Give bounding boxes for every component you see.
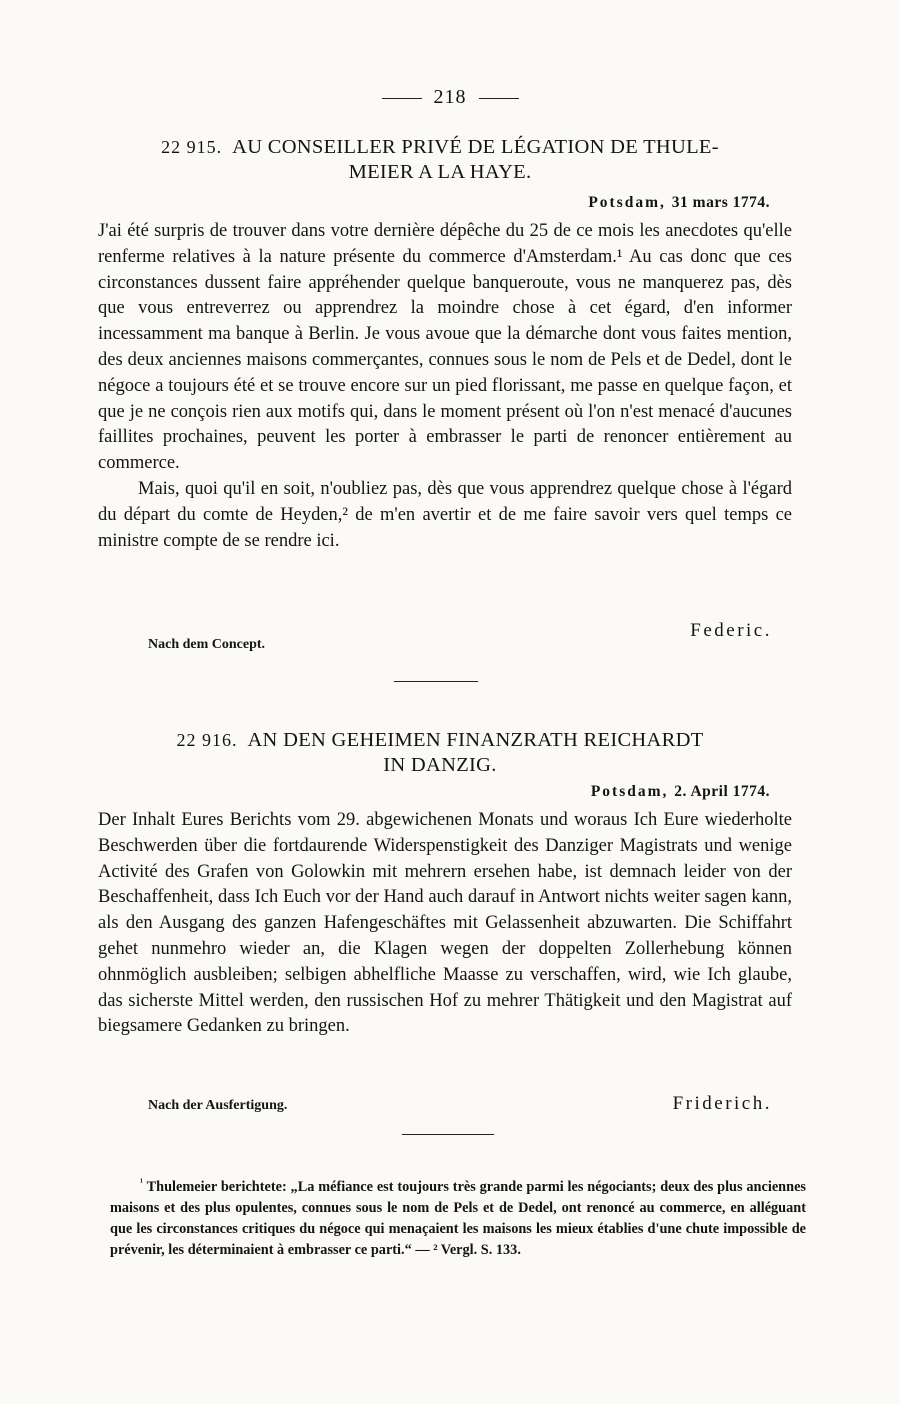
letter-source-note: Nach dem Concept. bbox=[148, 637, 266, 652]
dateline-date: 31 mars 1774. bbox=[671, 194, 770, 211]
letter-body bbox=[98, 808, 792, 1040]
section-divider bbox=[394, 681, 478, 682]
letter-number: 22 916. bbox=[176, 730, 238, 750]
letter-paragraph: Der Inhalt Eures Berichts vom 29. abgewichenen Monats und woraus Ich Eure wiederholte Beschwerden über die fortdaurende Widerspenstigkeit des Danziger Magistrats und wenige Activité des Grafen von Golowkin mit mehrern ersehen habe, ist demnach leider von der Beschaffenheit, dass Ich Euch vor der Hand auch darauf in Antwort nichts weiter sagen kann, als den Ausgang des ganzen Hafengeschäftes mit Gelassenheit abzuwarten. Die Schiffahrt gehet nunmehro wieder an, die Klagen wegen der doppelten Zollerhebung können ohnmöglich ausbleiben; selbigen abhelfliche Maasse zu verschaffen, wird, wie Ich glaube, das sicherste Mittel werden, den russischen Hof zu mehrer Thätigkeit und den Magistrat auf biegsamere Gedanken zu bringen. bbox=[98, 810, 792, 1037]
page-number-dash-left bbox=[382, 98, 422, 99]
footnote bbox=[110, 1172, 806, 1261]
dateline-date: 2. April 1774. bbox=[674, 783, 770, 800]
letter-number: 22 915. bbox=[161, 137, 223, 157]
letter-paragraph: J'ai été surpris de trouver dans votre dernière dépêche du 25 de ce mois les anecdotes qu'elle renferme relatives à la nature présente du commerce d'Amsterdam.¹ Au cas donc que ces circonstances dussent faire appréhender quelque banqueroute, vous ne manquerez pas, dès que vous entreverrez ou apprendrez la moindre chose à cet égard, d'en informer incessamment ma banque à Berlin. Je vous avoue que la démarche dont vous faites mention, des deux anciennes maisons commerçantes, connues sous le nom de Pels et de Dedel, dont le négoce a toujours été et se trouve encore sur un pied florissant, me passe en quelque façon, et que je ne conçois rien aux motifs qui, dans le moment présent où l'on n'est menacé d'aucunes faillites prochaines, peuvent les porter à embrasser le parti de renoncer entièrement au commerce. bbox=[98, 221, 792, 474]
letter-heading-line2: IN DANZIG. bbox=[383, 754, 497, 776]
letter-heading-line2: MEIER A LA HAYE. bbox=[348, 161, 532, 183]
page-number-row bbox=[0, 86, 900, 109]
footnote-divider bbox=[402, 1134, 494, 1135]
letter-heading bbox=[100, 135, 780, 185]
letter-body bbox=[98, 219, 792, 554]
letter-dateline bbox=[591, 783, 770, 801]
letter-heading-line1: AU CONSEILLER PRIVÉ DE LÉGATION DE THULE- bbox=[232, 136, 719, 158]
footnote-mark: ¹ bbox=[140, 1177, 143, 1188]
page-number: 218 bbox=[433, 86, 467, 108]
letter-dateline bbox=[588, 194, 770, 212]
dateline-place: Potsdam, bbox=[588, 194, 666, 211]
letter-source-note: Nach der Ausfertigung. bbox=[148, 1098, 288, 1113]
letter-heading bbox=[100, 728, 780, 778]
letter-signature: Friderich. bbox=[672, 1093, 772, 1114]
letter-signature: Federic. bbox=[690, 620, 772, 641]
letter-paragraph: Mais, quoi qu'il en soit, n'oubliez pas, dès que vous apprendrez quelque chose à l'égard du départ du comte de Heyden,² de m'en avertir et de me faire savoir vers quel temps ce ministre compte de se rendre ici. bbox=[98, 478, 792, 551]
dateline-place: Potsdam, bbox=[590, 783, 669, 800]
page-number-dash-right bbox=[479, 98, 519, 99]
footnote-text: Thulemeier berichtete: „La méfiance est toujours très grande parmi les négociants; deux des plus anciennes maisons et des plus opulentes, connues sous le nom de Pels et de Dedel, ont renoncé au commerce, en alléguant que les circonstances critiques du négoce qui menaçaient les maisons les mieux établies d'une chute impossible de prévenir, les déterminaient à embrasser ce parti.“ — ² Vergl. S. 133. bbox=[110, 1178, 806, 1258]
letter-heading-line1: AN DEN GEHEIMEN FINANZRATH REICHARDT bbox=[247, 729, 704, 751]
